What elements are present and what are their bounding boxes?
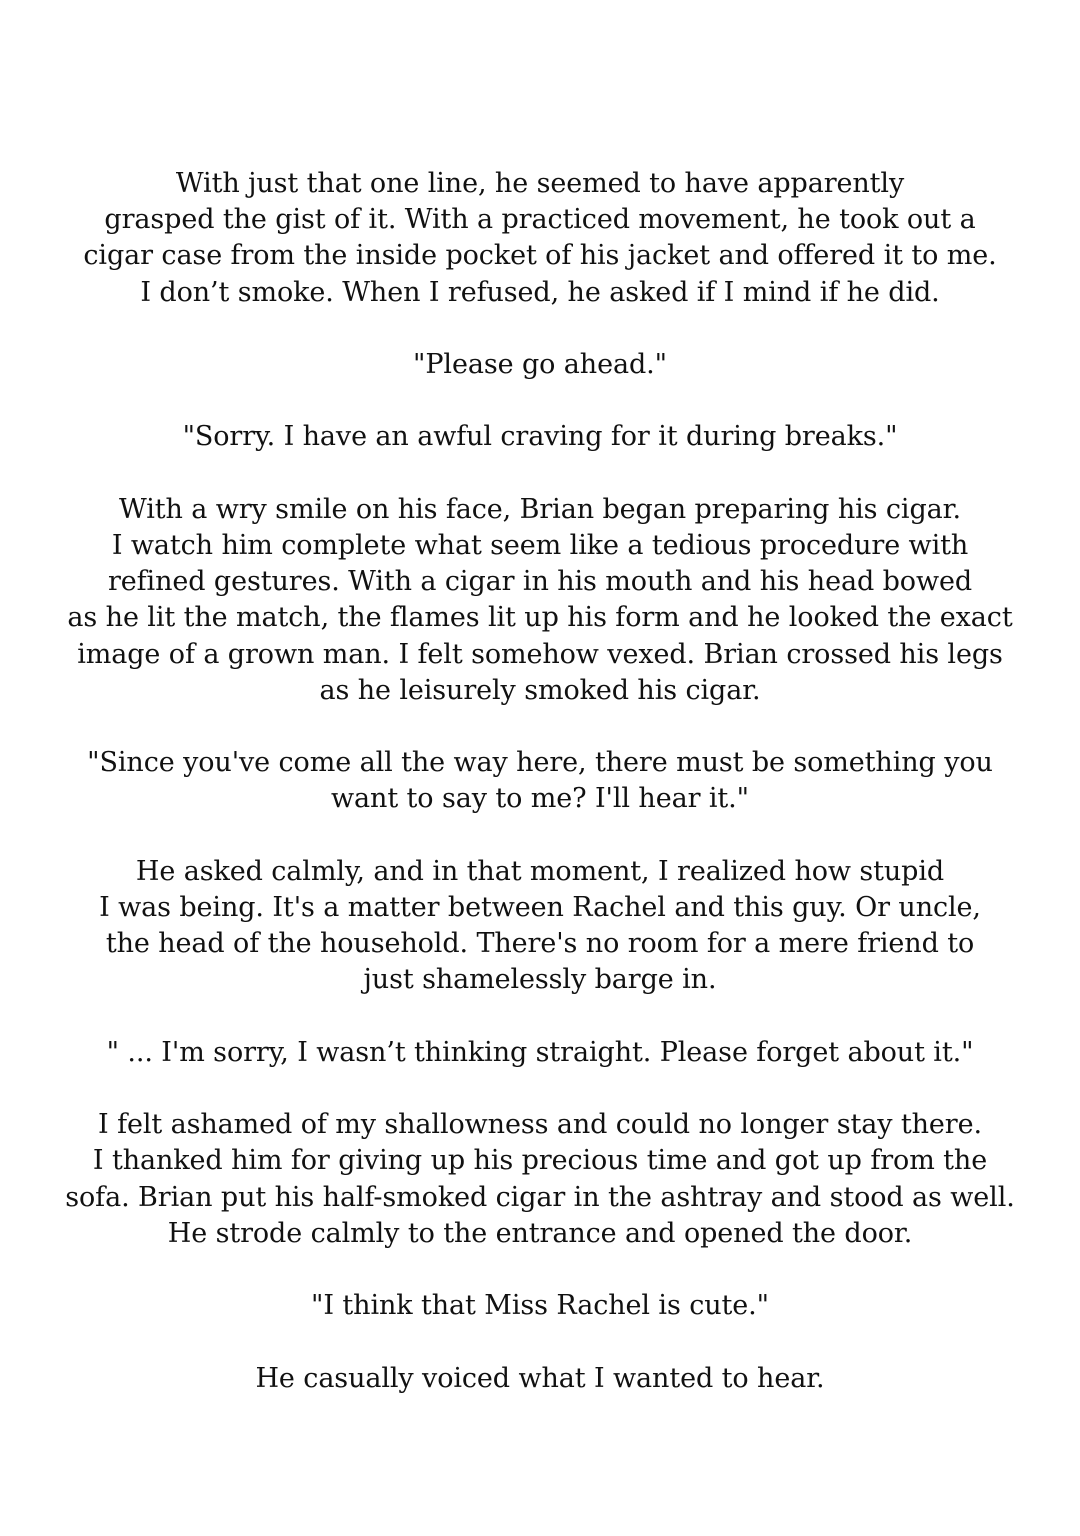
text-line: just shamelessly barge in. [363,964,717,996]
paragraph-5 [60,745,1020,817]
text-line: With just that one line, he seemed to have apparently [175,168,905,199]
dialogue-line: "Since you've come all the way here, there must be something you [87,747,993,779]
paragraph-gap [60,818,1020,854]
paragraph-10 [60,1361,1020,1397]
paragraph-1 [60,166,1020,311]
text-line: He casually voiced what I wanted to hear. [255,1362,825,1394]
paragraph-6 [60,854,1020,999]
paragraph-3 [60,419,1020,455]
paragraph-4 [60,492,1020,709]
paragraph-7 [60,1035,1020,1071]
text-line: With a wry smile on his face, Brian began preparing his cigar. [119,493,961,525]
text-line: I thanked him for giving up his precious time and got up from the [92,1145,988,1177]
text-line: grasped the gist of it. With a practiced movement, he took out a [104,204,976,236]
text-line: as he lit the match, the flames lit up his form and he looked the exact [67,602,1013,634]
paragraph-gap [60,311,1020,347]
text-line: refined gestures. With a cigar in his mouth and his head bowed [107,566,973,598]
paragraph-gap [60,456,1020,492]
text-line: image of a grown man. I felt somehow vexed. Brian crossed his legs [77,638,1003,670]
story-text [60,166,1020,1397]
paragraph-8 [60,1107,1020,1252]
text-line: I don’t smoke. When I refused, he asked if I mind if he did. [140,276,940,308]
paragraph-gap [60,709,1020,745]
dialogue-line: want to say to me? I'll hear it." [331,783,749,815]
text-line: He asked calmly, and in that moment, I realized how stupid [135,855,945,887]
paragraph-gap [60,383,1020,419]
paragraph-gap [60,1252,1020,1288]
paragraph-gap [60,1071,1020,1107]
paragraph-9 [60,1288,1020,1324]
text-line: I felt ashamed of my shallowness and could no longer stay there. [98,1109,982,1141]
text-line: the head of the household. There's no room for a mere friend to [105,928,975,960]
dialogue-line: " ... I'm sorry, I wasn’t thinking straight. Please forget about it." [106,1036,974,1068]
text-line: sofa. Brian put his half-smoked cigar in the ashtray and stood as well. [65,1181,1015,1213]
dialogue-line: "Sorry. I have an awful craving for it during breaks." [182,421,898,453]
text-line: as he leisurely smoked his cigar. [319,674,761,706]
text-line: cigar case from the inside pocket of his jacket and offered it to me. [83,240,997,272]
paragraph-2 [60,347,1020,383]
paragraph-gap [60,999,1020,1035]
dialogue-line: "I think that Miss Rachel is cute." [311,1290,769,1322]
dialogue-line: "Please go ahead." [413,349,667,380]
text-line: He strode calmly to the entrance and opened the door. [167,1217,913,1249]
text-line: I was being. It's a matter between Rachel and this guy. Or uncle, [99,891,981,923]
paragraph-gap [60,1324,1020,1360]
text-line: I watch him complete what seem like a tedious procedure with [111,529,969,561]
